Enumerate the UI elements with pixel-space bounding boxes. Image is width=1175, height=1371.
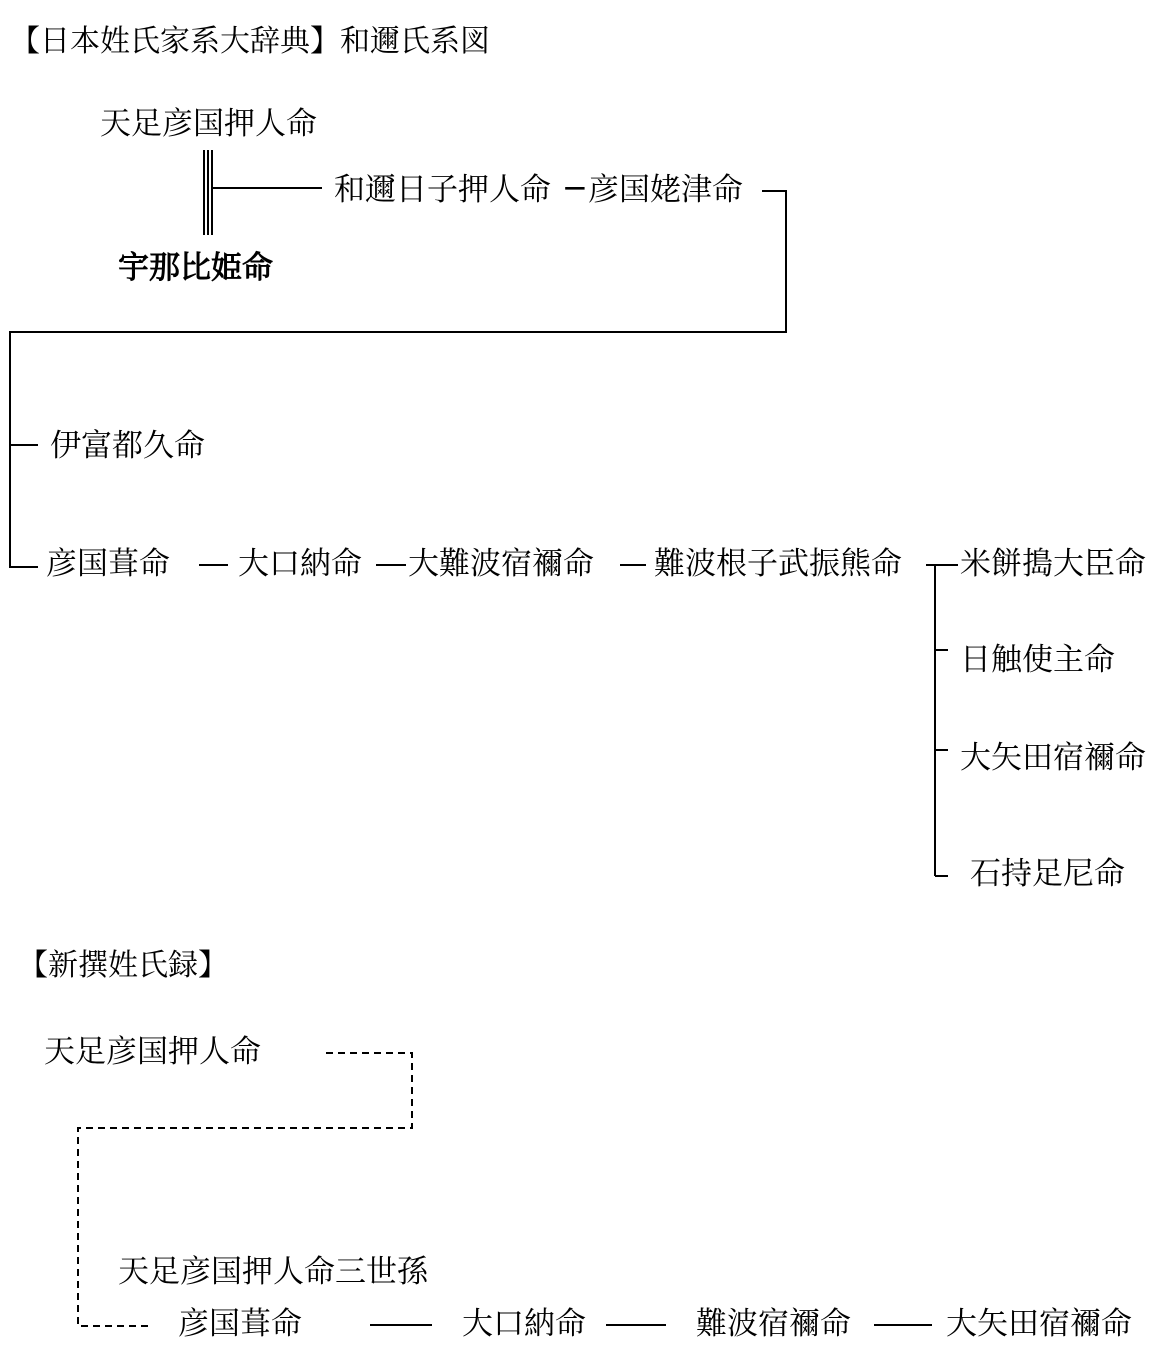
section-title-shinsen-shojiroku: 【新撰姓氏録】	[18, 948, 228, 983]
link-dash: −	[562, 170, 588, 206]
person-hikokuni-obutsu: 彦国姥津命	[588, 172, 743, 208]
descent-line	[10, 191, 786, 567]
person-root-2: 天足彦国押人命	[44, 1034, 261, 1070]
person-ameta-rashihiko: 天足彦国押人命	[100, 106, 317, 142]
person-ifutsuku: 伊富都久命	[50, 428, 205, 464]
person-son-4: 石持足尼命	[970, 856, 1125, 892]
person-wani-hiko-oshihito: 和邇日子押人命	[334, 172, 551, 208]
person-unahi-hime: 宇那比姫命	[118, 250, 273, 286]
person-son-3: 大矢田宿禰命	[960, 740, 1146, 776]
person-hikokuni-fuku: 彦国葺命	[46, 546, 170, 582]
person-naniwa-neko-takefuruguma: 難波根子武振熊命	[654, 546, 902, 582]
chain-person-3: 難波宿禰命	[696, 1306, 851, 1342]
chain-person-4: 大矢田宿禰命	[946, 1306, 1132, 1342]
person-oonaniwa-sukune: 大難波宿禰命	[408, 546, 594, 582]
chain-person-1: 彦国葺命	[178, 1306, 302, 1342]
person-son-2: 日触使主命	[960, 642, 1115, 678]
section-title-daijiten: 【日本姓氏家系大辞典】和邇氏系図	[10, 24, 490, 59]
person-son-1: 米餅搗大臣命	[960, 546, 1146, 582]
person-ookuchi-osame: 大口納命	[238, 546, 362, 582]
descendant-note: 天足彦国押人命三世孫	[118, 1254, 428, 1290]
chain-person-2: 大口納命	[462, 1306, 586, 1342]
